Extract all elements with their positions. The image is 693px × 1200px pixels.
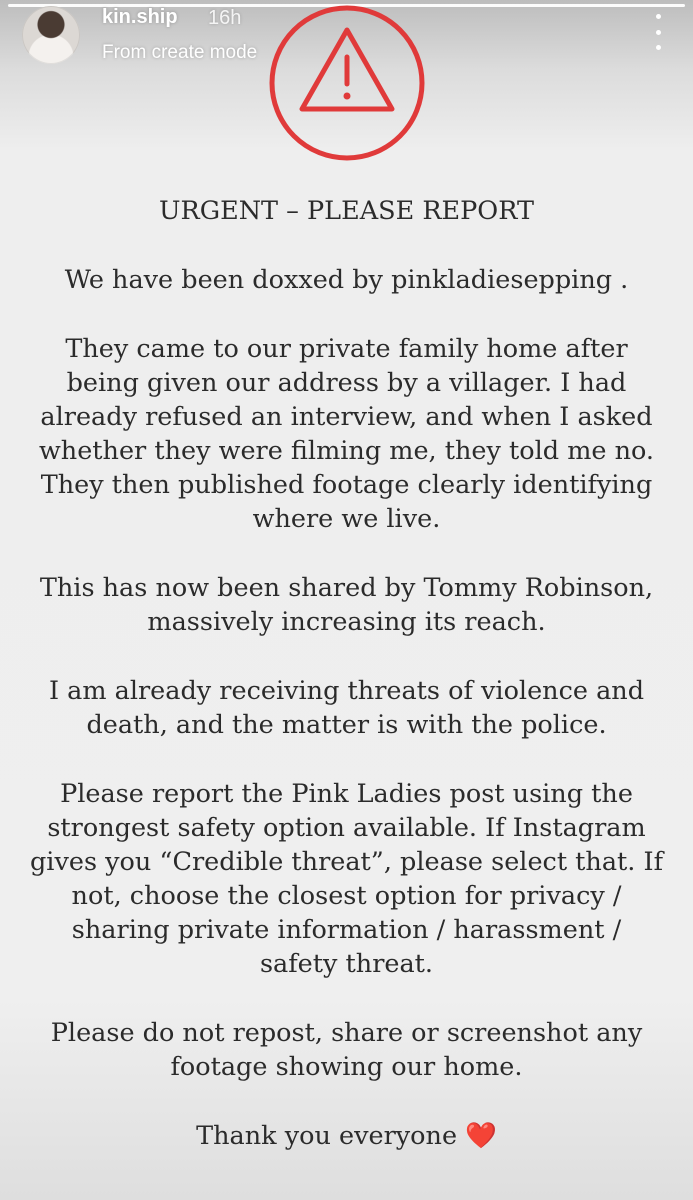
more-vertical-icon[interactable]	[653, 14, 663, 50]
red-heart-icon: ❤️	[465, 1121, 497, 1151]
story-paragraph: Please do not repost, share or screenshot any footage showing our home.	[50, 1018, 643, 1082]
story-subtitle: From create mode	[102, 42, 258, 63]
post-time: 16h	[208, 7, 242, 29]
story-closing	[20, 1119, 673, 1153]
closing-text: Thank you everyone	[196, 1121, 458, 1151]
story-paragraph: I am already receiving threats of violence and death, and the matter is with the police.	[48, 676, 645, 740]
avatar[interactable]	[22, 6, 80, 64]
story-paragraph: Please report the Pink Ladies post using the strongest safety option available. If Instagram gives you “Credible threat”, please select that. If not, choose the closest option for privacy / sharing private information / harassment / safety threat.	[29, 779, 664, 979]
story-paragraph: They came to our private family home after being given our address by a villager. I had already refused an interview, and when I asked whether they were filming me, they told me no. They then published footage clearly identifying where we live.	[38, 334, 655, 534]
username[interactable]: kin.ship	[102, 6, 178, 28]
story-paragraph: We have been doxxed by pinkladiesepping .	[64, 265, 629, 295]
story-heading: URGENT – PLEASE REPORT	[159, 196, 534, 226]
story-paragraph: This has now been shared by Tommy Robinson, massively increasing its reach.	[39, 573, 654, 637]
story-text-block	[20, 194, 673, 1188]
warning-triangle-icon	[264, 0, 430, 166]
